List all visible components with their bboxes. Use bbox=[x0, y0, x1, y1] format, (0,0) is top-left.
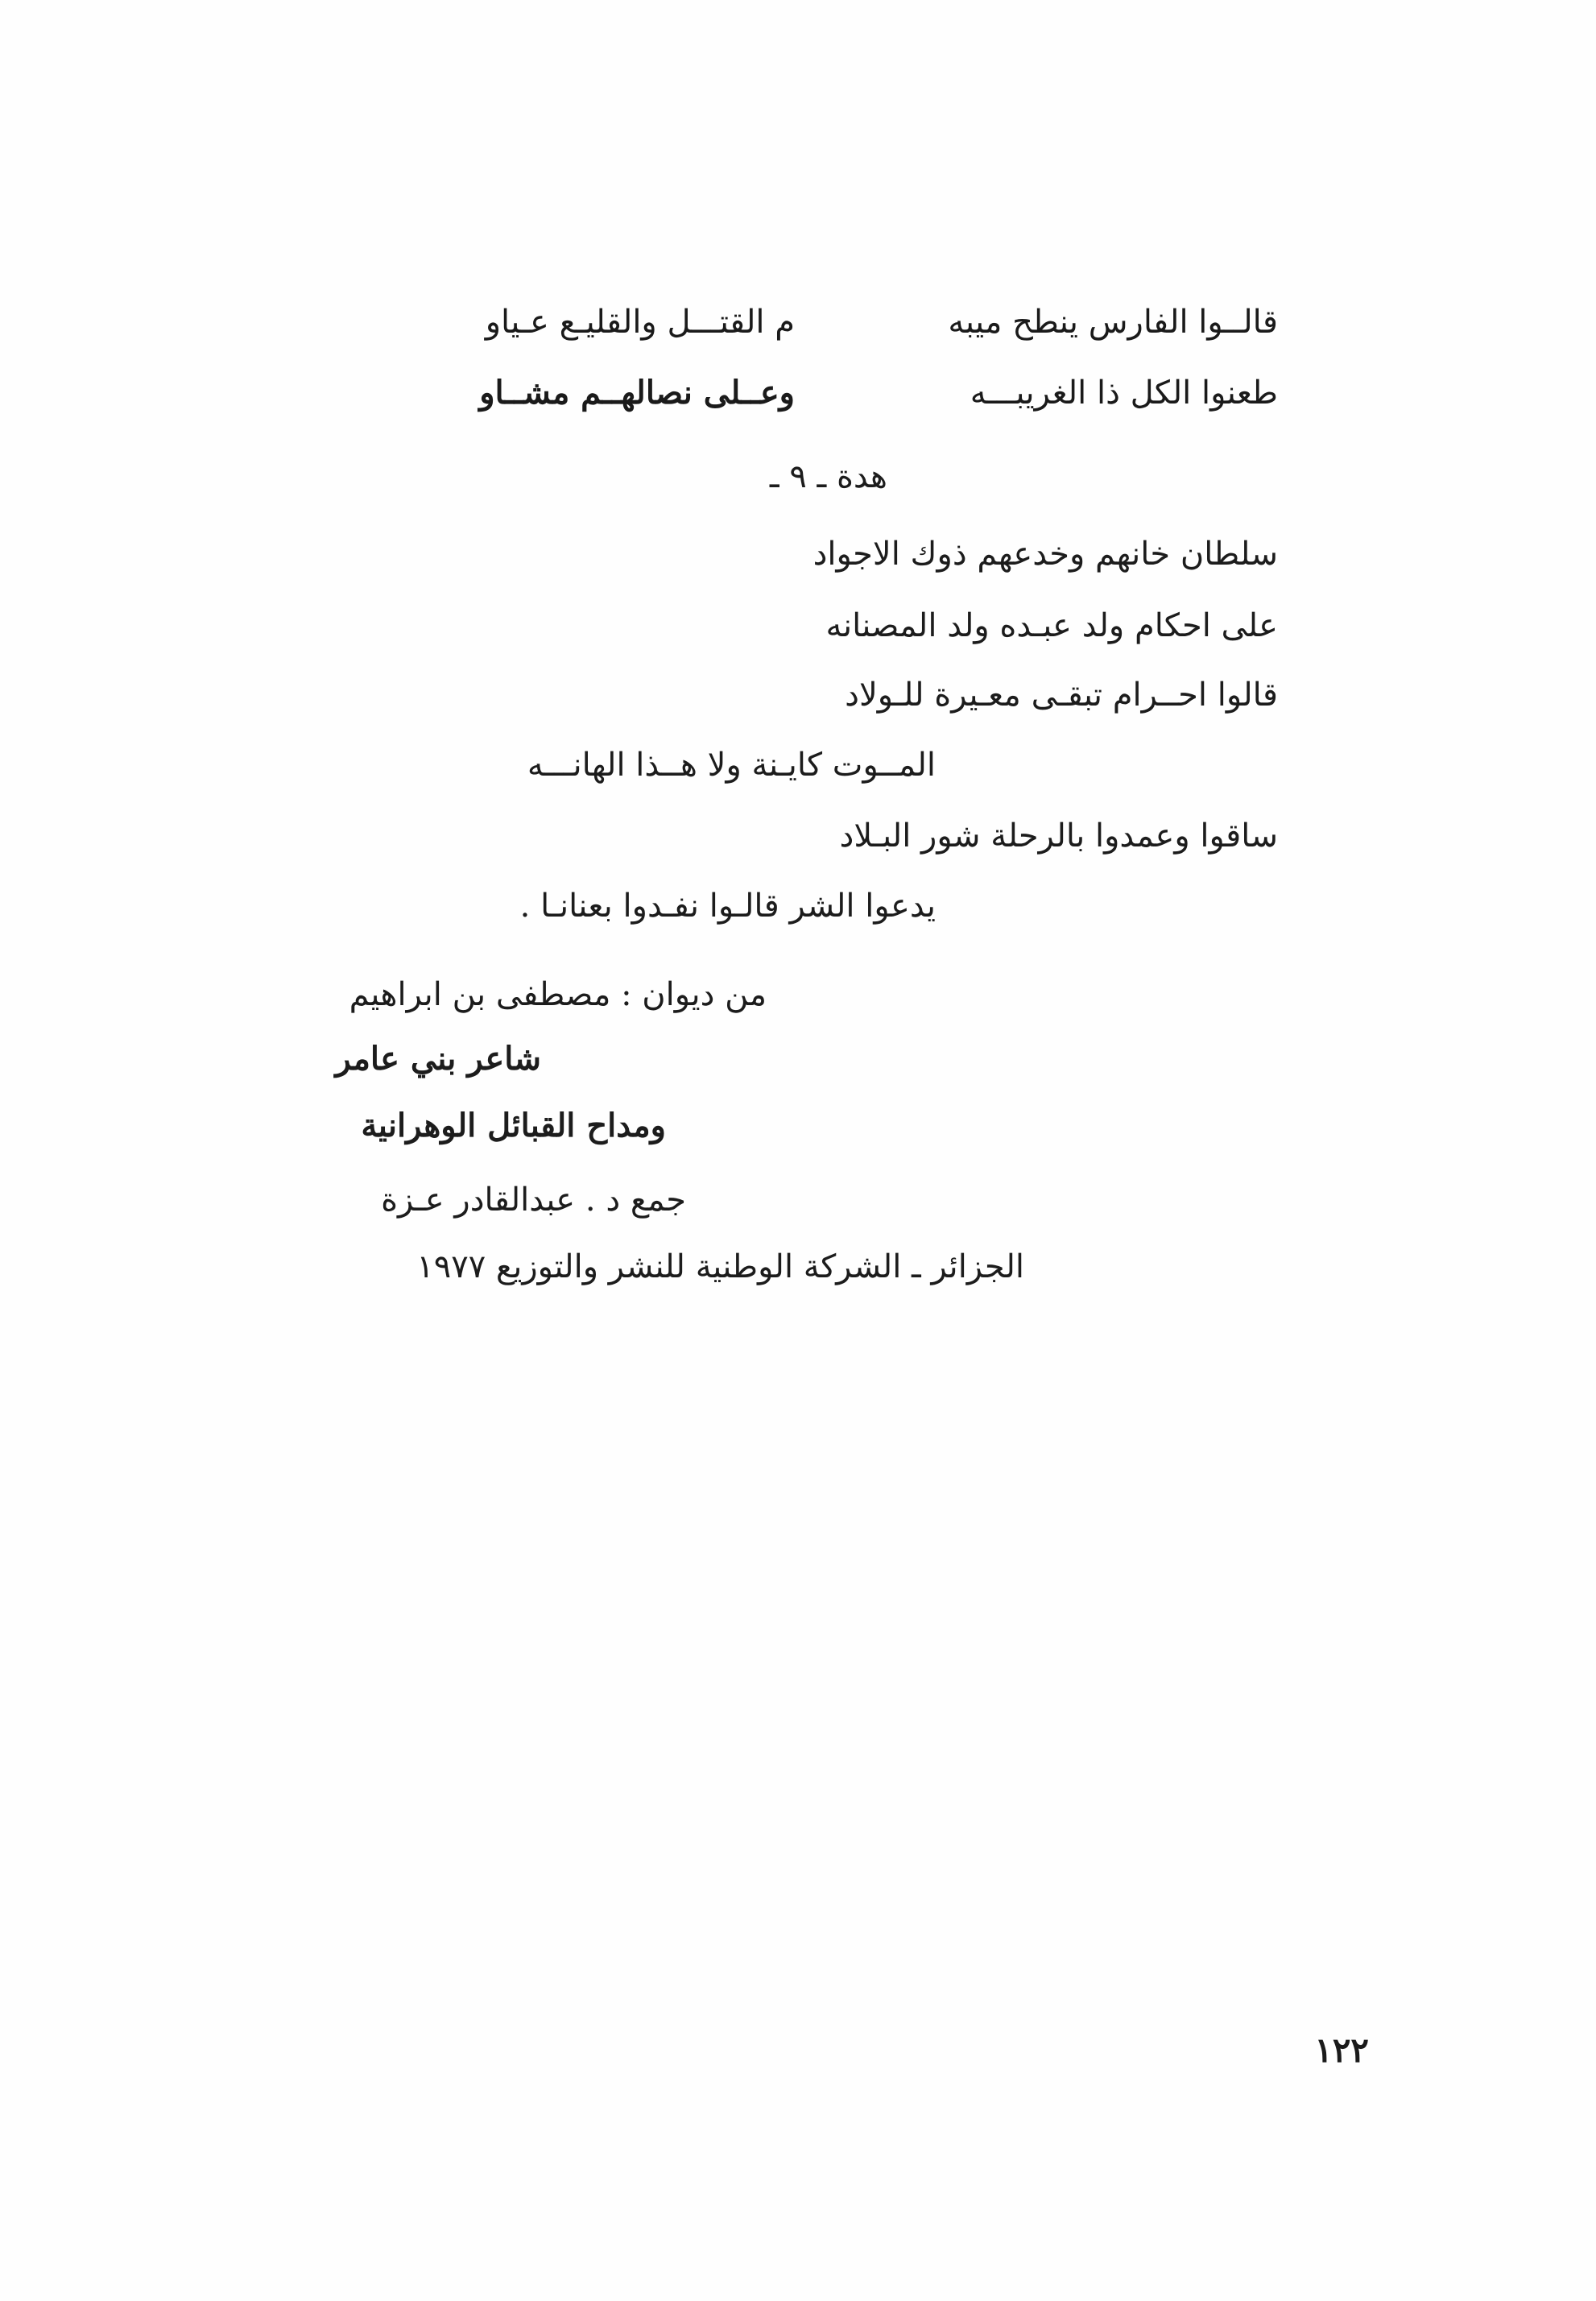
verse-2-first-hemistich: طعنوا الكل ذا الغريبـــه bbox=[970, 375, 1278, 412]
verse-line-4: على احكام ولد عبـده ولد المصنانه bbox=[825, 607, 1278, 644]
verse-line-7: ساقوا وعمدوا بالرحلة شور البـلاد bbox=[839, 817, 1278, 855]
verse-line-8: يدعوا الشر قالـوا نفـدوا بعنانـا . bbox=[519, 888, 936, 925]
source-compiler: جمع د . عبدالقادر عـزة bbox=[381, 1182, 686, 1219]
source-publisher: الجزائر ـ الشركة الوطنية للنشر والتوزيع ١٩٧٧ bbox=[416, 1248, 1024, 1285]
verse-line-6: المــوت كايـنة ولا هــذا الهانـــه bbox=[527, 747, 936, 784]
source-title-1: شاعر بني عامر bbox=[335, 1040, 541, 1078]
verse-2-second-hemistich: وعــلى نصالهــم مشــاو bbox=[479, 374, 795, 412]
verse-line-5: قالوا احــرام تبقـى معـيرة للـولاد bbox=[845, 677, 1278, 714]
section-heading: هدة ـ ٩ ـ bbox=[769, 458, 887, 495]
verse-1-second-hemistich: م القتـــل والقليـع عـياو bbox=[485, 304, 795, 341]
page-number: ١٢٢ bbox=[1314, 2030, 1369, 2070]
source-title-2: ومداح القبائل الوهرانية bbox=[361, 1107, 666, 1144]
source-from: من ديوان : مصطفى بن ابراهيم bbox=[349, 976, 767, 1013]
verse-line-3: سلطان خانهم وخدعهم ذوك الاجواد bbox=[812, 536, 1278, 573]
verse-1-first-hemistich: قالــوا الفارس ينطح ميبه bbox=[948, 304, 1278, 341]
